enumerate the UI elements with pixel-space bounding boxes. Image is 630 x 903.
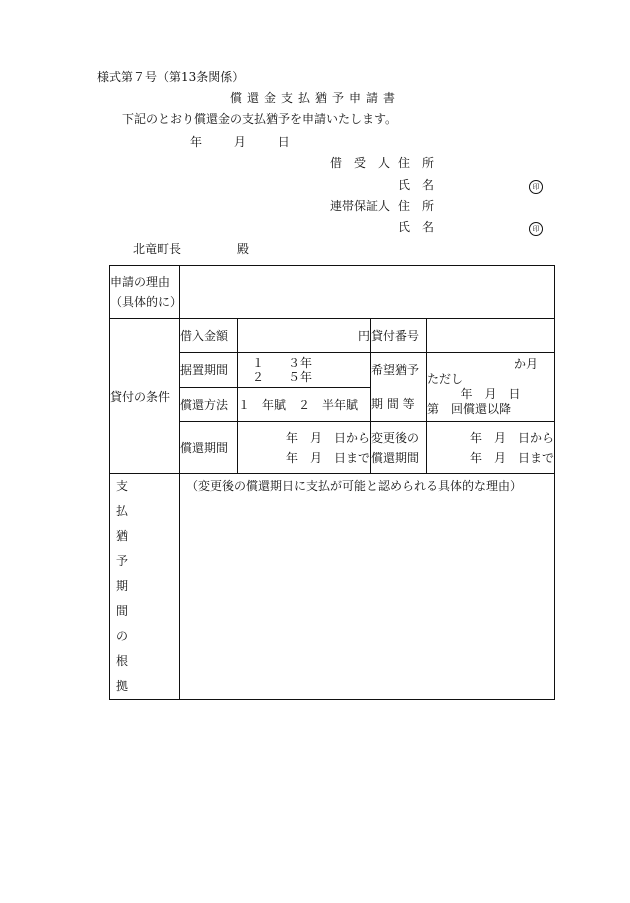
deferral-basis-label: 支 払 猶 予 期 間 の 根 拠 (110, 474, 180, 700)
repayment-method-label: 償還方法 (180, 387, 238, 422)
date-month: 月 (233, 135, 246, 149)
deferral-basis-field[interactable] (180, 474, 555, 700)
deferral-basis-note: （変更後の償還期日に支払が可能と認められる具体的な理由） (186, 479, 523, 493)
loan-conditions-label: 貸付の条件 (110, 319, 180, 474)
guarantor-address-label: 住 所 (398, 199, 435, 213)
grace-period-options[interactable]: １ ３年 ２ ５年 (238, 353, 371, 388)
guarantor-name-label: 氏 名 (398, 220, 435, 234)
intro-text: 下記のとおり償還金の支払猶予を申請いたします。 (122, 112, 398, 126)
application-form-table (109, 265, 555, 700)
reason-label: 申請の理由 （具体的に） (110, 266, 180, 319)
addressee-honorific: 殿 (237, 242, 250, 256)
desired-deferral-label: 希望猶予 期 間 等 (371, 353, 427, 422)
addressee: 北竜町長 (133, 242, 182, 256)
document-title: 償還金支払猶予申請書 (229, 91, 400, 105)
form-number: 様式第７号（第13条関係） (97, 70, 245, 84)
desired-deferral-field[interactable]: か月 ただし 年 月 日 第 回償還以降 (427, 353, 555, 422)
loan-number-field[interactable] (427, 319, 555, 353)
guarantor-label: 連帯保証人 (330, 199, 391, 213)
loan-number-label: 貸付番号 (371, 319, 427, 353)
borrower-label: 借 受 人 (330, 156, 391, 170)
reason-field[interactable] (180, 266, 555, 319)
borrower-address-label: 住 所 (398, 156, 435, 170)
borrowed-amount-field[interactable]: 円 (238, 319, 371, 353)
changed-period-label: 変更後の 償還期間 (371, 422, 427, 474)
repayment-period-field[interactable]: 年 月 日から 年 月 日まで (238, 422, 371, 474)
date-year: 年 (190, 135, 203, 149)
repayment-period-label: 償還期間 (180, 422, 238, 474)
date-day: 日 (277, 135, 290, 149)
borrower-seal: 印 (529, 178, 543, 194)
grace-period-label: 据置期間 (180, 353, 238, 388)
changed-period-field[interactable]: 年 月 日から 年 月 日まで (427, 422, 555, 474)
borrower-name-label: 氏 名 (398, 178, 435, 192)
application-date (190, 135, 318, 149)
borrowed-amount-label: 借入金額 (180, 319, 238, 353)
repayment-method-options[interactable]: １ 年賦 ２ 半年賦 (238, 387, 371, 422)
guarantor-seal: 印 (529, 220, 543, 236)
